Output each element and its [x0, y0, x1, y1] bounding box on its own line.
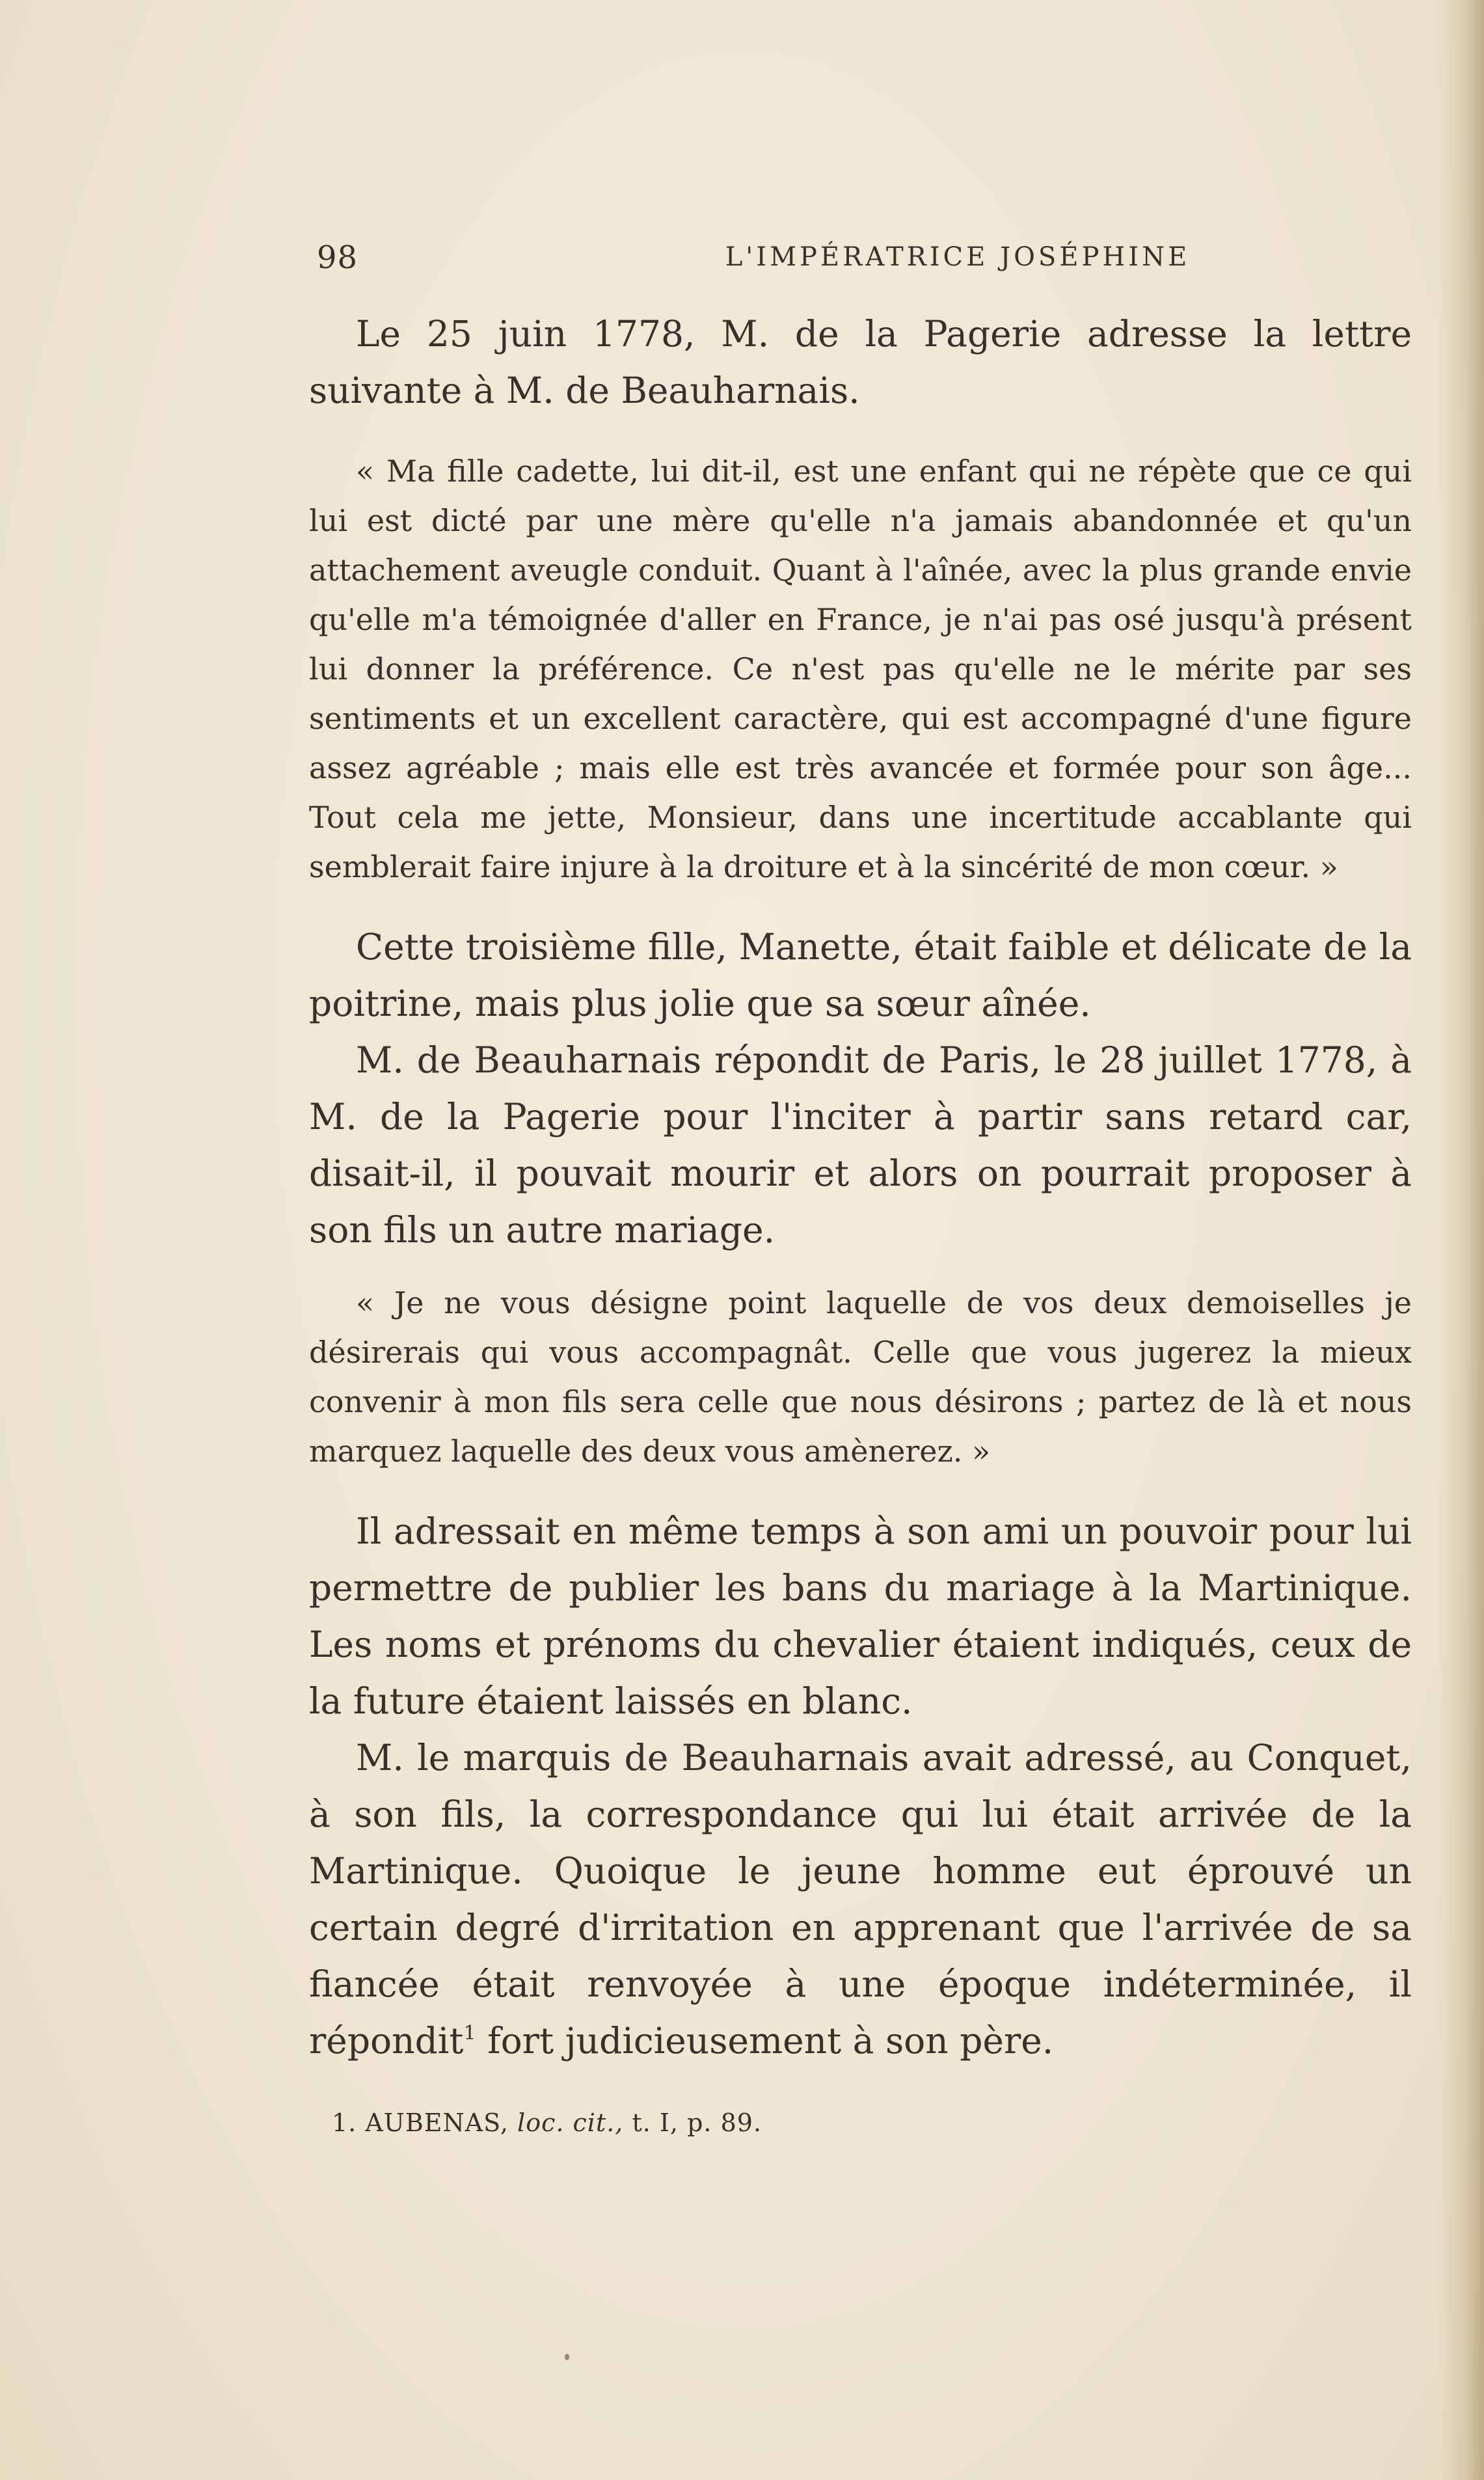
paragraph-1: Le 25 juin 1778, M. de la Pagerie adresse la lettre suivante à M. de Beauharnais.: [309, 313, 1412, 411]
quote-1: « Ma fille cadette, lui dit-il, est une enfant qui ne répète que ce qui lui est dicté par une mère qu'elle n'a jamais abandonnée et qu'un attachement aveugle conduit. Quant à l'aînée, avec la plus grande envie qu'elle m'a témoignée d'aller en France, je n'ai pas osé jusqu'à présent lui donner la préférence. Ce n'est pas qu'elle ne le mérite par ses sentiments et un excellent caractère, qui est accompagné d'une figure assez agréable ; mais elle est très avancée et formée pour son âge... Tout cela me jette, Monsieur, dans une incertitude accablante qui semblerait faire injure à la droiture et à la sincérité de mon cœur. »: [309, 454, 1412, 884]
page-body: [309, 306, 1412, 2069]
running-title: L'IMPÉRATRICE JOSÉPHINE: [725, 242, 1191, 272]
page-number: 98: [317, 239, 358, 276]
paragraph-5-end: fort judicieusement à son père.: [476, 2020, 1054, 2062]
paragraph-4: Il adressait en même temps à son ami un pouvoir pour lui permettre de publier les bans du mariage à la Martinique. Les noms et prénoms du chevalier étaient indiqués, ceux de la future étaient laissés en blanc.: [309, 1510, 1412, 1722]
page-edge-shadow: [1438, 0, 1484, 2480]
footnote-ref: loc. cit.,: [517, 2108, 624, 2137]
quote-2: « Je ne vous désigne point laquelle de vos deux demoiselles je désirerais qui vous accompagnât. Celle que vous jugerez la mieux convenir à mon fils sera celle que nous désirons ; partez de là et nous marquez laquelle des deux vous amènerez. »: [309, 1285, 1412, 1469]
footnote-rest: t. I, p. 89.: [632, 2108, 762, 2137]
footnote: [332, 2108, 1373, 2137]
footnote-reference: 1: [463, 2021, 476, 2045]
footnote-number: 1.: [332, 2108, 357, 2137]
ink-speck: [565, 2354, 569, 2360]
paragraph-5-text: M. le marquis de Beauharnais avait adressé, au Conquet, à son fils, la correspondance qui lui était arrivée de la Martinique. Quoique le jeune homme eut éprouvé un certain degré d'irritation en apprenant que l'arrivée de sa fiancée était renvoyée à une époque indéterminée, il répondit: [309, 1737, 1412, 2062]
page-header: [317, 239, 1191, 279]
footnote-author: AUBENAS,: [365, 2108, 509, 2137]
paragraph-2: Cette troisième fille, Manette, était faible et délicate de la poitrine, mais plus jolie que sa sœur aînée.: [309, 926, 1412, 1024]
paragraph-3: M. de Beauharnais répondit de Paris, le 28 juillet 1778, à M. de la Pagerie pour l'inciter à partir sans retard car, disait-il, il pouvait mourir et alors on pourrait proposer à son fils un autre mariage.: [309, 1039, 1412, 1251]
paragraph-5: [309, 1730, 1412, 2069]
